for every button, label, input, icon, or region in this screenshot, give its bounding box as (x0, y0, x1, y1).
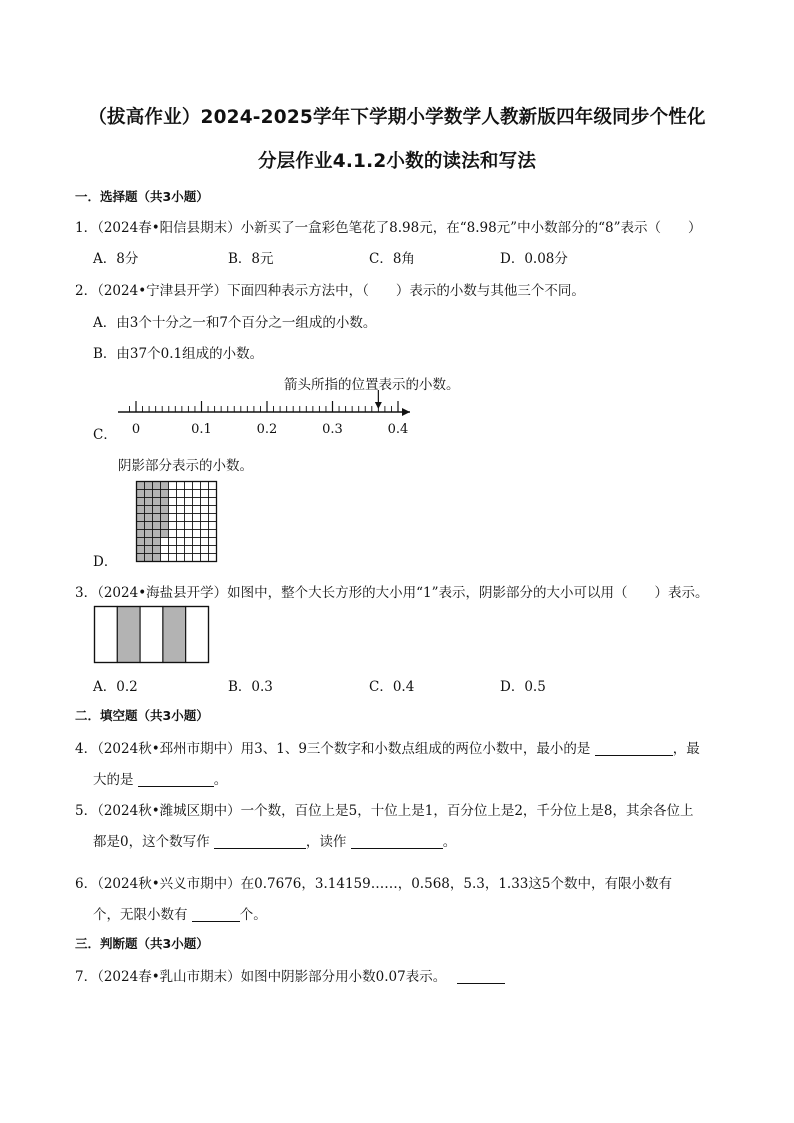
grid-cell (201, 490, 209, 498)
grid-cell (201, 546, 209, 554)
grid-cell-shaded (153, 490, 161, 498)
grid-cell (201, 538, 209, 546)
q4-text-d: 。 (213, 772, 228, 788)
section-choice: 一．选择题（共3小题） (75, 189, 209, 204)
q7-blank[interactable] (457, 969, 505, 984)
q2-option-c-label[interactable]: C． (93, 427, 117, 443)
number-line-tick-label: 0.3 (322, 422, 343, 437)
grid-cell (209, 554, 217, 562)
q4-text-c: 大的是 (93, 772, 134, 788)
grid-cell-shaded (137, 490, 145, 498)
q4-line-1 (75, 737, 700, 757)
grid-cell-shaded (145, 522, 153, 530)
grid-cell (209, 506, 217, 514)
rectangle-part (140, 607, 163, 663)
grid-cell (193, 506, 201, 514)
q2-text: 2．（2024•宁津县开学）下面四种表示方法中，（ ）表示的小数与其他三个不同。 (75, 283, 585, 299)
q2-grid-caption: 阴影部分表示的小数。 (118, 458, 253, 474)
grid-cell (193, 490, 201, 498)
grid-cell (201, 530, 209, 538)
grid-cell-shaded (153, 554, 161, 562)
grid-cell (177, 506, 185, 514)
grid-cell (169, 514, 177, 522)
q4-blank-min[interactable] (595, 741, 673, 756)
q5-blank-read[interactable] (351, 834, 443, 849)
grid-cell-shaded (153, 530, 161, 538)
grid-cell (201, 506, 209, 514)
number-line-tick-label: 0.4 (387, 422, 409, 437)
grid-cell-shaded (153, 514, 161, 522)
number-line-labels (132, 422, 408, 437)
grid-cell (185, 530, 193, 538)
grid-cell-shaded (153, 538, 161, 546)
q5-text-a: 都是0，这个数写作 (93, 834, 210, 850)
grid-cell (161, 554, 169, 562)
grid-cell (193, 538, 201, 546)
grid-cell-shaded (161, 490, 169, 498)
grid-cell (169, 546, 177, 554)
q3-option-b[interactable]: B．0.3 (228, 679, 273, 695)
q1-text: 1．（2024春•阳信县期末）小新买了一盒彩色笔花了8.98元，在“8.98元”中小数部分的“8”表示（ ） (75, 220, 702, 236)
q4-line-2 (93, 768, 227, 788)
q2-option-d-label[interactable]: D． (93, 554, 118, 570)
grid-cell-shaded (153, 482, 161, 490)
q4-text-b: ，最 (672, 741, 700, 757)
q1-option-b[interactable]: B．8元 (228, 251, 274, 267)
q6-blank-infinite[interactable] (192, 907, 240, 922)
section-fill: 二．填空题（共3小题） (75, 708, 209, 723)
grid-cell (169, 522, 177, 530)
grid-cell-shaded (161, 530, 169, 538)
q6-text-b: 个。 (239, 907, 267, 923)
grid-cell (177, 538, 185, 546)
grid-cell-shaded (145, 498, 153, 506)
grid-cell (201, 522, 209, 530)
grid-cell (177, 482, 185, 490)
number-line-arrowhead (402, 408, 410, 416)
number-line-tick-label: 0.1 (191, 422, 212, 437)
grid-cell (177, 514, 185, 522)
grid-cell (185, 538, 193, 546)
grid-cell-shaded (161, 506, 169, 514)
grid-cell (177, 530, 185, 538)
grid-cell-shaded (153, 506, 161, 514)
grid-cell (193, 554, 201, 562)
grid-cell (209, 546, 217, 554)
q5-blank-write[interactable] (214, 834, 306, 849)
grid-cell-shaded (161, 498, 169, 506)
grid-cell (185, 546, 193, 554)
grid-cell (193, 482, 201, 490)
grid-cell (185, 482, 193, 490)
q6-line-2 (93, 903, 267, 923)
grid-cell-shaded (145, 554, 153, 562)
grid-cell (193, 498, 201, 506)
grid-cell (169, 530, 177, 538)
grid-cell-shaded (145, 490, 153, 498)
grid-cell-shaded (145, 538, 153, 546)
grid-cell (185, 506, 193, 514)
q5-line-2 (93, 830, 456, 850)
q3-option-a[interactable]: A．0.2 (93, 679, 138, 695)
grid-cell (209, 482, 217, 490)
q4-blank-max[interactable] (138, 772, 214, 787)
q2-number-line-caption: 箭头所指的位置表示的小数。 (284, 377, 460, 393)
q7-line (75, 965, 505, 985)
grid-cell (185, 554, 193, 562)
grid-cell (161, 538, 169, 546)
grid-cell-shaded (145, 506, 153, 514)
grid-cell (169, 498, 177, 506)
grid-cell (185, 490, 193, 498)
grid-cell (161, 546, 169, 554)
grid-cell-shaded (137, 482, 145, 490)
q6-text-a: 个，无限小数有 (93, 907, 188, 923)
hundred-grid-figure (135, 480, 219, 564)
q7-text: 7．（2024春•乳山市期末）如图中阴影部分用小数0.07表示。 (75, 969, 447, 985)
grid-cell-shaded (145, 514, 153, 522)
q5-text-b: ，读作 (305, 834, 347, 850)
q3-option-c[interactable]: C．0.4 (369, 679, 415, 695)
title-line-2: 分层作业4.1.2小数的读法和写法 (257, 151, 537, 172)
grid-cell-shaded (137, 538, 145, 546)
grid-cell-shaded (153, 498, 161, 506)
grid-cell (177, 490, 185, 498)
grid-cell (185, 522, 193, 530)
q1-option-a[interactable]: A．8分 (93, 251, 139, 267)
rectangle-part (95, 607, 118, 663)
q2-option-a[interactable]: A．由3个十分之一和7个百分之一组成的小数。 (93, 315, 377, 331)
grid-cell (185, 498, 193, 506)
grid-cell-shaded (137, 514, 145, 522)
grid-cell-shaded (137, 546, 145, 554)
five-part-rectangle (93, 605, 211, 665)
grid-cell-shaded (145, 546, 153, 554)
grid-cell (201, 498, 209, 506)
grid-cell (209, 514, 217, 522)
q1-option-d[interactable]: D．0.08分 (500, 251, 568, 267)
grid-cell-shaded (137, 530, 145, 538)
grid-cell (193, 514, 201, 522)
grid-cell-shaded (145, 482, 153, 490)
grid-cell (193, 530, 201, 538)
section-judge: 三．判断题（共3小题） (75, 936, 209, 951)
grid-cell (209, 522, 217, 530)
q6-line-1: 6．（2024秋•兴义市期中）在0.7676，3.14159……，0.568，5.3，1.33这5个数中，有限小数有 (75, 876, 672, 892)
grid-cell (209, 490, 217, 498)
number-line-figure (110, 386, 420, 438)
grid-cell-shaded (137, 554, 145, 562)
number-line-ticks (129, 401, 398, 412)
grid-cell-shaded (145, 530, 153, 538)
grid-cell (209, 498, 217, 506)
rectangle-part-shaded (163, 607, 186, 663)
number-line-tick-label: 0 (131, 422, 141, 437)
grid-cell (169, 554, 177, 562)
q3-text: 3．（2024•海盐县开学）如图中，整个大长方形的大小用“1”表示，阴影部分的大小可以用（ ）表示。 (75, 585, 709, 601)
grid-cell-shaded (137, 506, 145, 514)
q1-option-c[interactable]: C．8角 (369, 251, 415, 267)
grid-cell (201, 554, 209, 562)
grid-cell-shaded (153, 522, 161, 530)
grid-cell-shaded (161, 522, 169, 530)
pointer-arrow-head (375, 402, 382, 409)
q5-line-1: 5．（2024秋•潍城区期中）一个数，百位上是5，十位上是1，百分位上是2，千分位上是8，其余各位上 (75, 803, 694, 819)
grid-cell (177, 498, 185, 506)
rectangle-part (186, 607, 209, 663)
grid-cell (201, 514, 209, 522)
grid-cell-shaded (137, 498, 145, 506)
grid-cell (169, 482, 177, 490)
grid-cell (177, 522, 185, 530)
grid-cell (169, 490, 177, 498)
grid-cell (169, 538, 177, 546)
q4-text-a: 4．（2024秋•邳州市期中）用3、1、9三个数字和小数点组成的两位小数中，最小的是 (75, 741, 591, 757)
grid-cell (209, 538, 217, 546)
grid-cell (193, 546, 201, 554)
grid-cell-shaded (161, 482, 169, 490)
grid-cell (185, 514, 193, 522)
grid-cell (209, 530, 217, 538)
grid-cell (201, 482, 209, 490)
q3-option-d[interactable]: D．0.5 (500, 679, 546, 695)
grid-cell (169, 506, 177, 514)
grid-cell (177, 546, 185, 554)
grid-cell (193, 522, 201, 530)
grid-cell-shaded (137, 522, 145, 530)
grid-cell-shaded (153, 546, 161, 554)
number-line-tick-label: 0.2 (256, 422, 278, 437)
q2-option-b[interactable]: B．由37个0.1组成的小数。 (93, 346, 264, 362)
grid-cell-shaded (161, 514, 169, 522)
grid-cell (177, 554, 185, 562)
rectangle-part-shaded (117, 607, 140, 663)
q5-text-c: 。 (442, 834, 457, 850)
title-line-1: （拔高作业）2024-2025学年下学期小学数学人教新版四年级同步个性化 (88, 107, 706, 128)
